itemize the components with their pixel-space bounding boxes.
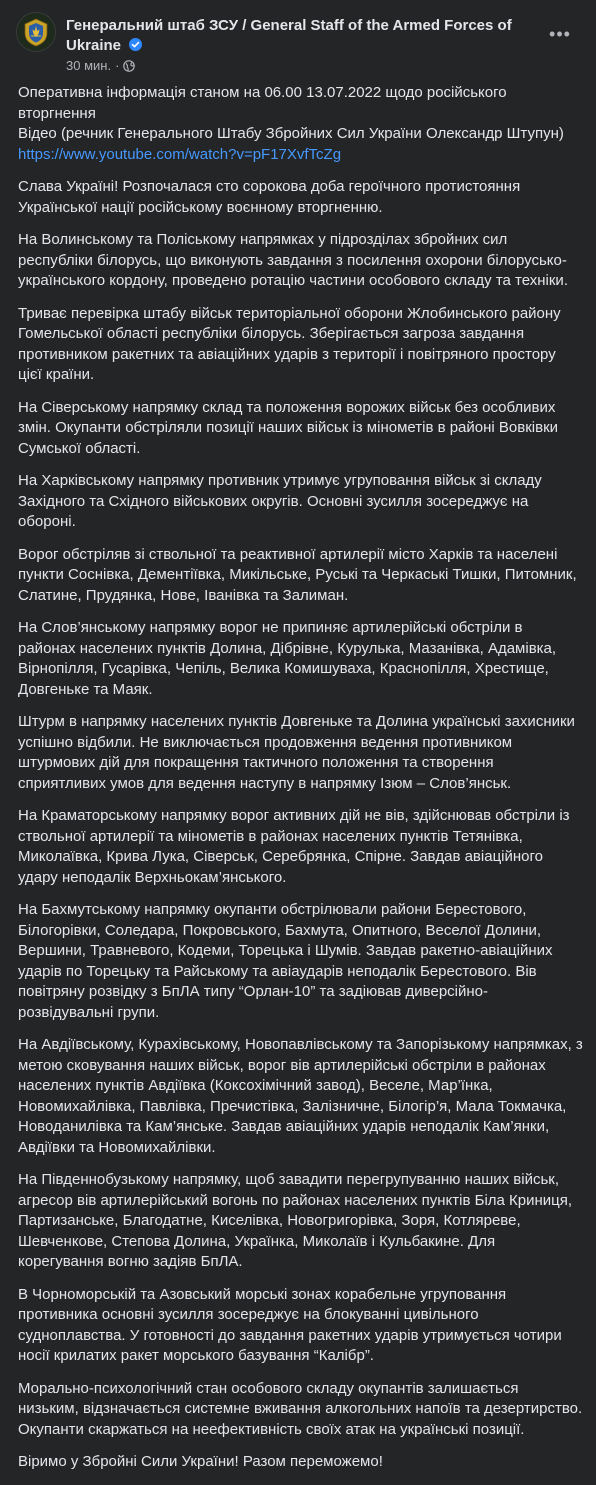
youtube-link[interactable]: https://www.youtube.com/watch?v=pF17XvfTcZg [18, 145, 342, 163]
paragraph-zhlobin-check: Триває перевірка штабу військ територіальної оборони Жлобинського району Гомельської області республіки білорусь. Зберігається загроза завдання противником ракетних та авіаційних ударів з території і повітряного простору цієї країни. [18, 304, 561, 383]
paragraph-bakhmut: На Бахмутському напрямку окупанти обстрілювали райони Берестового, Білогорівки, Соледара, Покровського, Бахмута, Опитного, Веселої Долини, Вершини, Травневого, Кодеми, Торецька і Шумів. Завдав ракетно-авіаційних ударів по Торецьку та Райському та авіаударів неподалік Берестового. Вів повітряну розвідку з БпЛА типу “Орлан-10” та задіював диверсійно-розвідувальні групи. [18, 901, 553, 1021]
paragraph-greeting: Слава Україні! Розпочалася сто сорокова доба героїчного протистояння Української нації російському воєнному вторгненню. [18, 178, 521, 216]
paragraph-assault-repelled: Штурм в напрямку населених пунктів Довгеньке та Долина українські захисники успішно відбили. Не виключається продовження ведення противником штурмових дій для покращення тактичного положення та створення сприятливих умов для ведення наступу в напрямку Ізюм – Слов’янськ. [18, 713, 575, 792]
paragraph-kramatorsk: На Краматорському напрямку ворог активних дій не вів, здійснював обстріли із ствольної артилерії та мінометів в районах населених пунктів Тетянівка, Миколаївка, Крива Лука, Сіверськ, Серебрянка, Спірне. Завдав авіаційного удару неподалік Верхньокам’янського. [18, 807, 570, 886]
more-options-icon[interactable]: ••• [549, 24, 571, 44]
post-timestamp[interactable]: 30 мин. [66, 58, 112, 73]
coat-of-arms-avatar-icon [17, 13, 55, 51]
paragraph-kharkiv-shelling: Ворог обстріляв зі ствольної та реактивної артилерії місто Харків та населені пункти Соснівка, Дементіївка, Микільське, Руські та Черкаські Тишки, Питомник, Слатине, Прудянка, Нове, Іванівка та Залиман. [18, 545, 577, 604]
page-avatar[interactable] [16, 12, 56, 52]
post-meta [66, 58, 135, 76]
paragraph-pivdennobuzky: На Південнобузькому напрямку, щоб завадити перегрупуванню наших військ, агресор вів артилерійський вогонь по районах населених пунктів Біла Криниця, Партизанське, Благодатне, Киселівка, Новогригорівка, Зоря, Котляреве, Шевченкове, Степова Долина, Українка, Миколаїв і Кульбакине. Для корегування вогню задіяв БпЛА. [18, 1171, 573, 1270]
paragraph-volyn-polissia: На Волинському та Поліському напрямках у підрозділах збройних сил республіки білорусь, що виконують завдання з посилення охорони білорусько-українського кордону, проведено ротацію частини особового складу та техніки. [18, 231, 568, 289]
post-body [18, 83, 583, 1485]
paragraph-avdiivka-zaporizhzhia: На Авдіївському, Курахівському, Новопавлівському та Запорізькому напрямках, з метою сковування наших військ, ворог вів артилерійські обстріли в районах населених пунктів Авдіївка (Коксохімічний завод), Веселе, Мар’їнка, Новомихайлівка, Павлівка, Пречистівка, Залізничне, Білогір’я, Мала Токмачка, Новоданилівка та Кам’янське. Завдав авіаційних ударів неподалік Кам’янки, Авдіївки та Новомихайлівки. [18, 1036, 583, 1156]
paragraph-morale: Морально-психологічний стан особового складу окупантів залишається низьким, відзначається системне вживання алкогольних напоїв та дезертирство. Окупанти скаржаться на неефективність своїх атак на українські позиції. [18, 1379, 583, 1438]
page-name-line [66, 16, 526, 56]
paragraph-black-azov-sea: В Чорноморській та Азовський морські зонах корабельне угруповання противника основні зусилля зосереджує на блокуванні цивільного судноплавства. У готовності до завдання ракетних ударів утримується чотири носії крилатих ракет морського базування “Калібр”. [18, 1285, 562, 1364]
paragraph-kharkiv: На Харківському напрямку противник утримує угруповання військ зі складу Західного та Східного військових округів. Основні зусилля зосереджує на обороні. [18, 472, 542, 530]
meta-separator: · [115, 58, 120, 73]
post-header [0, 0, 596, 80]
verified-badge-icon [129, 38, 142, 51]
intro-block [18, 83, 583, 165]
intro-title: Оперативна інформація станом на 06.00 13.07.2022 щодо російського вторгнення [18, 84, 507, 122]
paragraph-sloviansk: На Слов’янському напрямку ворог не припиняє артилерійські обстріли в районах населених пунктів Долина, Дібрівне, Курулька, Мазанівка, Адамівка, Вірнопілля, Гусарівка, Чепіль, Велика Комишуваха, Краснопілля, Хрестище, Довгеньке та Маяк. [18, 619, 557, 698]
paragraph-closing: Віримо у Збройні Сили України! Разом переможемо! [18, 1453, 383, 1470]
intro-video-line: Відео (речник Генерального Штабу Збройних Сил України Олександр Штупун) [18, 125, 564, 142]
globe-icon[interactable] [123, 60, 135, 76]
paragraph-siversky: На Сіверському напрямку склад та положення ворожих військ без особливих змін. Окупанти обстріляли позиції наших військ із мінометів в районі Вовківки Сумської області. [18, 398, 559, 457]
page-name-link[interactable]: Генеральний штаб ЗСУ / General Staff of the Armed Forces of Ukraine [66, 17, 512, 54]
